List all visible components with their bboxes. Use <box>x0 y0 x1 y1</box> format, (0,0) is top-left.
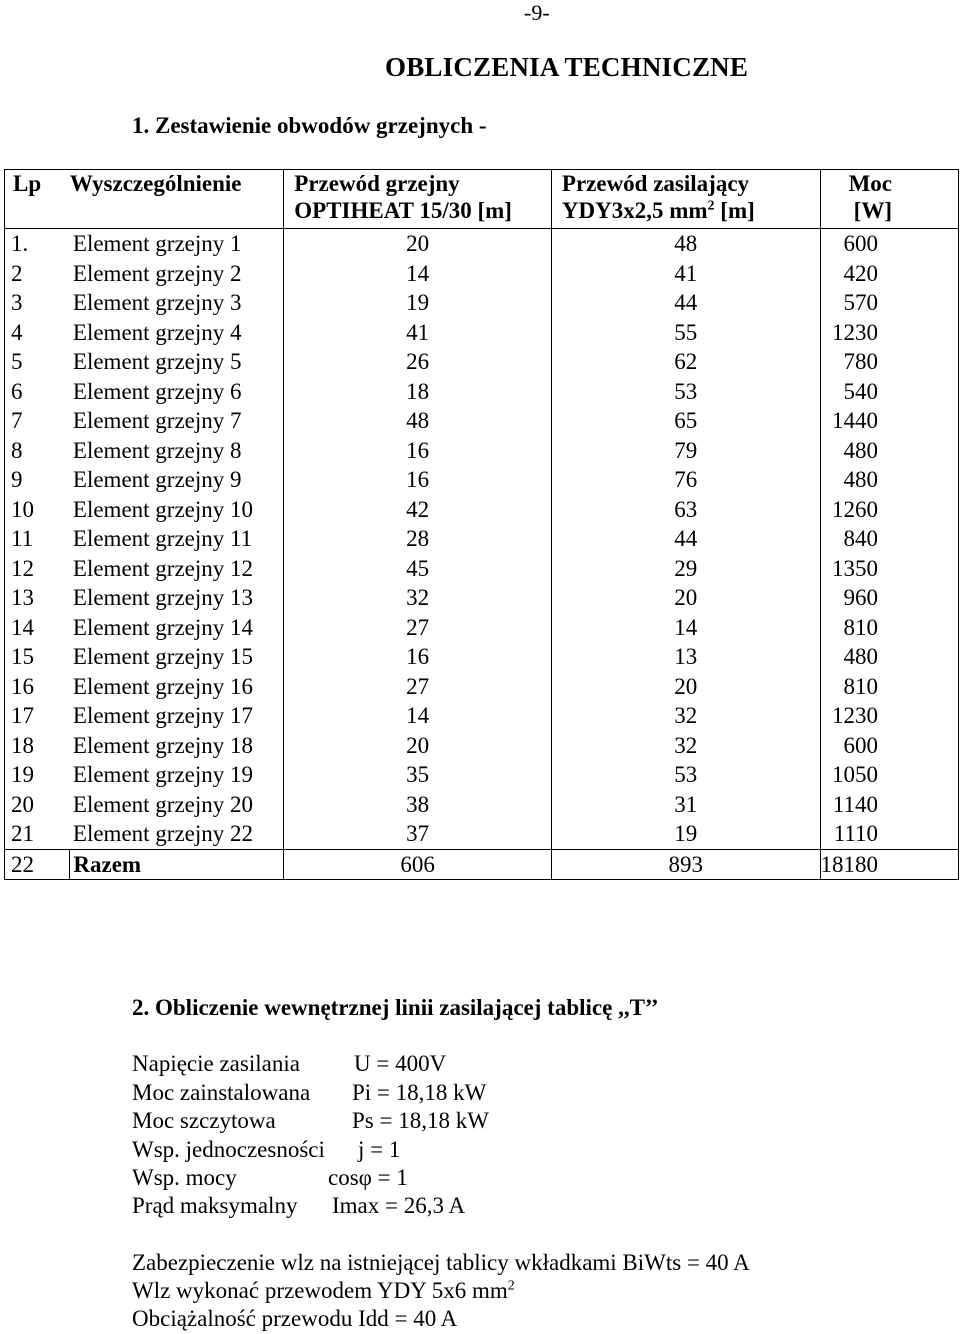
cell-lp: 2 <box>5 259 70 289</box>
cell-lp: 14 <box>5 613 70 643</box>
cell-heating: 45 <box>284 554 552 584</box>
cell-name: Element grzejny 13 <box>72 585 254 611</box>
cell-name: Element grzejny 18 <box>72 732 254 758</box>
cell-lp: 21 <box>5 819 70 849</box>
cable-note: Wlz wykonać przewodem YDY 5x6 $mm^2$ <box>132 1278 515 1303</box>
param-label: Wsp. mocy <box>132 1165 237 1190</box>
cell-heating: 18 <box>284 377 552 407</box>
table-row <box>5 583 959 613</box>
cell-supply: 76 <box>551 465 820 495</box>
cell-name: Element grzejny 4 <box>72 319 242 345</box>
cell-name: Element grzejny 19 <box>72 762 254 788</box>
cell-power: 480 <box>820 436 959 466</box>
table-row <box>5 288 959 318</box>
param-value: Pi = 18,18 kW <box>352 1080 487 1105</box>
cell-supply: 44 <box>551 288 820 318</box>
table-row <box>5 465 959 495</box>
cell-power: 540 <box>820 377 959 407</box>
cell-power: 1140 <box>820 790 959 820</box>
cell-lp: 19 <box>5 760 70 790</box>
cell-power: 1230 <box>820 701 959 731</box>
header-supply-cable <box>551 170 820 229</box>
param-label: Wsp. jednoczesności <box>132 1137 325 1162</box>
cell-lp: 1. <box>5 229 70 259</box>
cell-name: Element grzejny 14 <box>72 614 254 640</box>
cell-supply: 53 <box>551 377 820 407</box>
cell-lp: 15 <box>5 642 70 672</box>
cell-lp: 20 <box>5 790 70 820</box>
table-row <box>5 495 959 525</box>
header-heating-line2: OPTIHEAT 15/30 [m] <box>294 198 512 223</box>
param-label: Moc zainstalowana <box>132 1080 311 1105</box>
cell-power: 1230 <box>820 318 959 348</box>
table-row <box>5 377 959 407</box>
cell-supply: 32 <box>551 731 820 761</box>
cell-lp: 7 <box>5 406 70 436</box>
cell-lp: 22 <box>5 849 70 880</box>
table-header-row <box>5 170 959 229</box>
cell-power: 960 <box>820 583 959 613</box>
cell-supply: 63 <box>551 495 820 525</box>
cell-name: Element grzejny 9 <box>72 467 242 493</box>
cell-lp: 16 <box>5 672 70 702</box>
cell-heating: 35 <box>284 760 552 790</box>
header-heating-line1: Przewód grzejny <box>294 171 460 196</box>
table-row <box>5 672 959 702</box>
table-row <box>5 760 959 790</box>
table-row <box>5 642 959 672</box>
cell-name: Element grzejny 3 <box>72 290 242 316</box>
cell-lp: 8 <box>5 436 70 466</box>
cell-name: Element grzejny 8 <box>72 437 242 463</box>
cell-heating: 20 <box>284 731 552 761</box>
section-1-heading: 1. Zestawienie obwodów grzejnych - <box>132 113 487 138</box>
table-row <box>5 613 959 643</box>
table-row <box>5 524 959 554</box>
cell-supply: 32 <box>551 701 820 731</box>
cell-lp: 5 <box>5 347 70 377</box>
header-name: Wyszczególnienie <box>70 170 284 229</box>
cell-heating: 37 <box>284 819 552 849</box>
cell-power: 810 <box>820 613 959 643</box>
capacity-note: Obciążalność przewodu Idd = 40 A <box>132 1306 458 1331</box>
cell-power: 780 <box>820 347 959 377</box>
cell-heating: 606 <box>284 849 552 880</box>
param-value: cosφ = 1 <box>328 1165 408 1190</box>
cell-name: Element grzejny 2 <box>72 260 242 286</box>
cell-lp: 13 <box>5 583 70 613</box>
cell-name: Element grzejny 16 <box>72 673 254 699</box>
cell-name: Element grzejny 7 <box>72 408 242 434</box>
cell-supply: 20 <box>551 583 820 613</box>
header-heating-cable <box>284 170 552 229</box>
cell-heating: 42 <box>284 495 552 525</box>
cell-heating: 16 <box>284 642 552 672</box>
cell-heating: 14 <box>284 701 552 731</box>
cell-power: 1260 <box>820 495 959 525</box>
page-number: -9- <box>524 0 550 25</box>
table-row <box>5 790 959 820</box>
cell-power: 480 <box>820 642 959 672</box>
table-row <box>5 436 959 466</box>
cell-heating: 26 <box>284 347 552 377</box>
cell-lp: 10 <box>5 495 70 525</box>
section-2-heading: 2. Obliczenie wewnętrznej linii zasilającej tablicę ,,T’’ <box>132 995 659 1020</box>
table-row <box>5 731 959 761</box>
table-row <box>5 229 959 259</box>
cell-power: 840 <box>820 524 959 554</box>
page-title: OBLICZENIA TECHNICZNE <box>385 52 749 82</box>
cell-heating: 41 <box>284 318 552 348</box>
cell-supply: 53 <box>551 760 820 790</box>
cell-heating: 28 <box>284 524 552 554</box>
cell-supply: 14 <box>551 613 820 643</box>
cell-power: 600 <box>820 229 959 259</box>
table-total-row <box>5 849 959 880</box>
header-power: Moc [W] <box>820 170 959 229</box>
cell-supply: 41 <box>551 259 820 289</box>
table-row <box>5 259 959 289</box>
table-row <box>5 819 959 849</box>
cell-supply: 79 <box>551 436 820 466</box>
header-lp: Lp <box>5 170 70 229</box>
table-row <box>5 347 959 377</box>
cell-name: Element grzejny 6 <box>72 378 242 404</box>
cell-lp: 3 <box>5 288 70 318</box>
cell-supply: 44 <box>551 524 820 554</box>
cell-lp: 17 <box>5 701 70 731</box>
cell-supply: 65 <box>551 406 820 436</box>
cell-supply: 31 <box>551 790 820 820</box>
header-supply-line1: Przewód zasilający <box>561 171 750 196</box>
cell-name: Element grzejny 12 <box>72 555 254 581</box>
cell-lp: 11 <box>5 524 70 554</box>
cell-power: 18180 <box>820 849 959 880</box>
cell-name: Element grzejny 10 <box>72 496 254 522</box>
table-row <box>5 406 959 436</box>
param-value: Imax = 26,3 A <box>332 1193 466 1218</box>
cell-supply: 893 <box>551 849 820 880</box>
cell-name: Razem <box>70 849 284 880</box>
table-row <box>5 701 959 731</box>
cell-supply: 13 <box>551 642 820 672</box>
param-label: Moc szczytowa <box>132 1108 276 1133</box>
cell-heating: 32 <box>284 583 552 613</box>
cell-name: Element grzejny 20 <box>72 791 254 817</box>
cell-lp: 4 <box>5 318 70 348</box>
cell-power: 1110 <box>820 819 959 849</box>
cell-power: 600 <box>820 731 959 761</box>
cell-power: 1440 <box>820 406 959 436</box>
table-row <box>5 318 959 348</box>
param-label: Prąd maksymalny <box>132 1193 298 1218</box>
table-row <box>5 554 959 584</box>
cell-lp: 12 <box>5 554 70 584</box>
cell-power: 420 <box>820 259 959 289</box>
cell-power: 1350 <box>820 554 959 584</box>
cell-supply: 29 <box>551 554 820 584</box>
cell-heating: 20 <box>284 229 552 259</box>
cell-supply: 62 <box>551 347 820 377</box>
cell-name: Element grzejny 11 <box>72 526 253 552</box>
cell-heating: 27 <box>284 672 552 702</box>
cell-lp: 18 <box>5 731 70 761</box>
cell-name: Element grzejny 22 <box>72 821 254 847</box>
cell-name: Element grzejny 17 <box>72 703 254 729</box>
cell-supply: 20 <box>551 672 820 702</box>
cell-power: 810 <box>820 672 959 702</box>
protection-note: Zabezpieczenie wlz na istniejącej tablicy wkładkami BiWts = 40 A <box>132 1250 750 1275</box>
header-supply-line2: YDY3x2,5 $mm^2$ [m] <box>561 198 755 223</box>
cell-heating: 14 <box>284 259 552 289</box>
cell-heating: 38 <box>284 790 552 820</box>
cell-power: 480 <box>820 465 959 495</box>
cell-heating: 16 <box>284 436 552 466</box>
cell-supply: 55 <box>551 318 820 348</box>
cell-heating: 19 <box>284 288 552 318</box>
cell-supply: 19 <box>551 819 820 849</box>
cell-name: Element grzejny 5 <box>72 349 242 375</box>
cell-power: 1050 <box>820 760 959 790</box>
param-label: Napięcie zasilania <box>132 1051 300 1076</box>
param-value: U = 400V <box>354 1051 447 1076</box>
cell-heating: 27 <box>284 613 552 643</box>
cell-name: Element grzejny 15 <box>72 644 254 670</box>
cell-power: 570 <box>820 288 959 318</box>
cell-heating: 16 <box>284 465 552 495</box>
cell-name: Element grzejny 1 <box>70 229 284 259</box>
cell-heating: 48 <box>284 406 552 436</box>
cell-lp: 9 <box>5 465 70 495</box>
param-value: Ps = 18,18 kW <box>352 1108 489 1133</box>
cell-lp: 6 <box>5 377 70 407</box>
heating-circuits-table <box>4 169 959 880</box>
param-value: j = 1 <box>358 1137 401 1162</box>
cell-supply: 48 <box>551 229 820 259</box>
